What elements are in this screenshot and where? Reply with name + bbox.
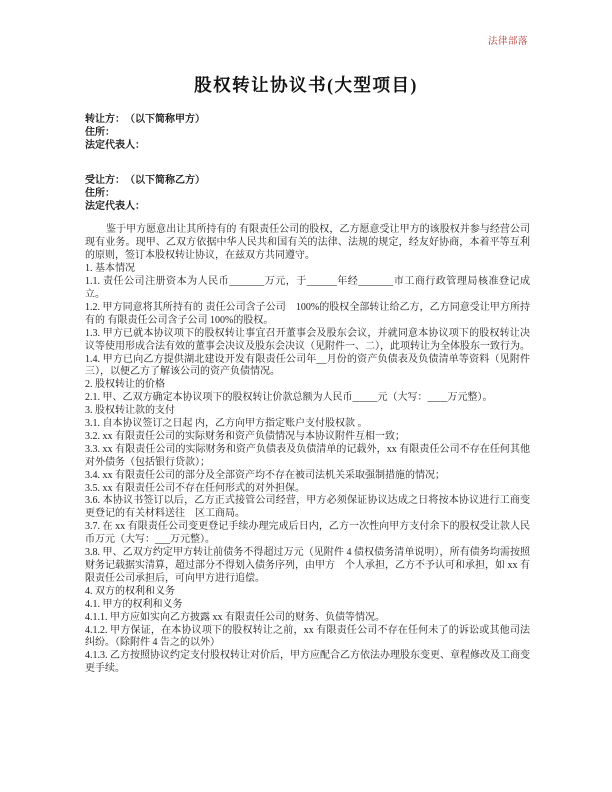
clause-3-1: 3.1. 自本协议签订之日起 内，乙方向甲方指定账户支付股权款 。 [85, 418, 368, 430]
clause-1-4: 1.4. 甲方已向乙方提供湖北建设开发有限责任公司年__月份的资产负债表及负债清单等资料（见附件三），以便乙方了解该公司的资产负债情况。 [85, 353, 530, 378]
clause-3-6: 3.6. 本协议书签订以后，乙方正式接管公司经营，甲方必须保证协议达成之日将按本协议进行工商变更登记的有关材料送往 区工商局。 [85, 495, 530, 520]
clause-3-heading: 3. 股权转让款的支付 [85, 405, 175, 417]
clause-1-heading: 1. 基本情况 [85, 263, 135, 275]
spacer [85, 213, 530, 224]
clause-3-7: 3.7. 在 xx 有限责任公司变更登记手续办理完成后日内，乙方一次性向甲方支付余下的股权受让款人民币万元（大写：___万元整）。 [85, 521, 530, 546]
transferor-legal-rep-line: 法定代表人： [85, 139, 145, 151]
clause-3-3: 3.3. xx 有限责任公司的实际财务和资产负债表及负债清单的记载外，xx 有限责任公司不存在任何其他对外债务（包括银行贷款）； [85, 443, 530, 468]
clause-4-1-1: 4.1.1. 甲方应如实向乙方披露 xx 有限责任公司的财务、负债等情况。 [85, 611, 385, 623]
transferor-name-line: 转让方： （以下简称甲方） [85, 114, 205, 125]
document-body [85, 114, 530, 676]
transferee-block [85, 175, 530, 214]
clause-4-1-heading: 4.1. 甲方的权利和义务 [85, 598, 183, 610]
clause-4-1-3: 4.1.3. 乙方按照协议约定支付股权转让对价后，甲方应配合乙方依法办理股东变更、章程修改及工商变更手续。 [85, 650, 530, 675]
clause-1-1: 1.1. 责任公司注册资本为人民币_______万元，于______年经_______市工商行政管理局核准登记成立。 [85, 276, 530, 300]
clause-1-2: 1.2. 甲方同意将其所持有的 责任公司含子公司 100%的股权全部转让给乙方，乙方同意受让甲方所持有的 有限责任公司含子公司 100%的股权。 [85, 301, 530, 326]
clauses [85, 224, 530, 676]
clause-3-4: 3.4. xx 有限责任公司的部分及全部资产均不存在被司法机关采取强制措施的情况； [85, 469, 445, 481]
clause-3-8: 3.8. 甲、乙双方约定甲方转让前债务不得超过万元（见附件 4 债权债务清单说明），所有债务均需按照财务记载据实清算，超过部分不得划入债务序列，由甲方 个人承担，乙方不予认可和承担，如 xx 有限责任公司承担后，可向甲方进行追偿。 [85, 547, 530, 584]
spacer [85, 153, 530, 175]
clause-4-heading: 4. 双方的权利和义务 [85, 585, 175, 597]
intro-paragraph: 鉴于甲方愿意出让其所持有的 有限责任公司的股权，乙方愿意受让甲方的该股权并参与经营公司现有业务。现甲、乙双方依据中华人民共和国有关的法律、法规的规定，经友好协商，本着平等互利的原则，签订本股权转让协议，在兹双方共同遵守。 [85, 224, 530, 262]
transferee-legal-rep-line: 法定代表人： [85, 200, 145, 212]
clause-3-5: 3.5. xx 有限责任公司不存在任何形式的对外担保。 [85, 482, 305, 494]
transferor-address-line: 住所： [85, 126, 115, 138]
page-title: 股权转让协议书(大型项目) [194, 75, 418, 95]
clause-1-3: 1.3. 甲方已就本协议项下的股权转让事宜召开董事会及股东会议，并就同意本协议项下的股权转让决议等使用形成合法有效的董事会决议及股东会决议（见附件一、二），此项转让为全体股东一致行为。 [85, 327, 530, 352]
clause-3-2: 3.2. xx 有限责任公司的实际财务和资产负债情况与本协议附件互相一致； [85, 430, 405, 442]
brand-watermark: 法律部落 [487, 37, 528, 47]
clause-2-heading: 2. 股权转让的价格 [85, 379, 165, 391]
transferee-address-line: 住所： [85, 187, 115, 199]
clause-4-1-2: 4.1.2. 甲方保证，在本协议项下的股权转让之前，xx 有限责任公司不存在任何未了的诉讼或其他司法纠纷。（除附件 4 告之的以外） [85, 624, 530, 649]
transferee-name-line: 受让方： （以下简称乙方） [85, 174, 205, 186]
transferor-block [85, 114, 530, 153]
clause-2-1: 2.1. 甲、乙双方确定本协议项下的股权转让价款总额为人民币_____元（大写：____万元整）。 [85, 392, 493, 404]
